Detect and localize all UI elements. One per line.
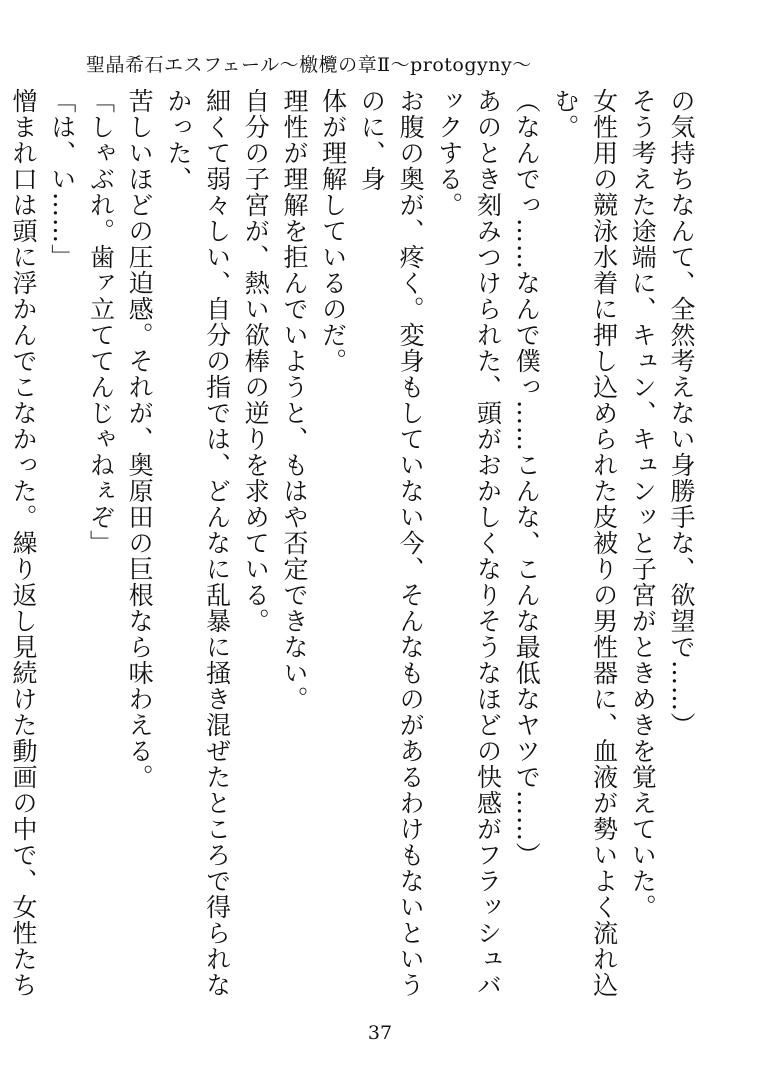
- text-line-12: 「しゃぶれ。歯ァ立ててんじゃねぇぞ」: [86, 88, 116, 556]
- text-line-5: あのとき刻みつけられた、頭がおかしくなりそうなほどの快感がフラッシュバックする。: [434, 88, 503, 998]
- text-line-3: 女性用の競泳水着に押し込められた皮被りの男性器に、血液が勢いよく流れ込む。: [550, 88, 619, 998]
- text-line-10: 細くて弱々しい、自分の指では、どんなに乱暴に掻き混ぜたところで得られなかった、: [163, 88, 232, 998]
- text-line-9: 自分の子宮が、熱い欲棒の逆りを求めている。: [241, 88, 271, 634]
- text-line-1: の気持ちなんて、全然考えない身勝手な、欲望で……）: [667, 88, 696, 738]
- text-line-6: お腹の奥が、疼く。変身もしていない今、そんなものがあるわけもないというのに、身: [357, 88, 426, 998]
- text-line-14: 憎まれ口は頭に浮かんでこなかった。繰り返し見続けた動画の中で、女性たち: [9, 88, 39, 998]
- body-text: [9, 88, 700, 1018]
- text-line-4: （なんでっ……なんで僕っ……こんな、こんな最低なヤツで……）: [512, 88, 542, 868]
- running-header: 聖晶希石エスフェール〜檄欖の章Ⅱ〜protogyny〜: [86, 54, 532, 76]
- text-line-7: 体が理解しているのだ。: [318, 88, 348, 374]
- page-number: 37: [367, 1022, 393, 1044]
- text-line-8: 理性が理解を拒んでいようと、もはや否定できない。: [279, 88, 309, 712]
- text-line-13: 「は、い……」: [47, 88, 77, 270]
- text-line-11: 苦しいほどの圧迫感。それが、奥原田の巨根なら味わえる。: [125, 88, 155, 790]
- text-line-2: そう考えた途端に、キュン、キュンッと子宮がときめきを覚えていた。: [628, 88, 658, 920]
